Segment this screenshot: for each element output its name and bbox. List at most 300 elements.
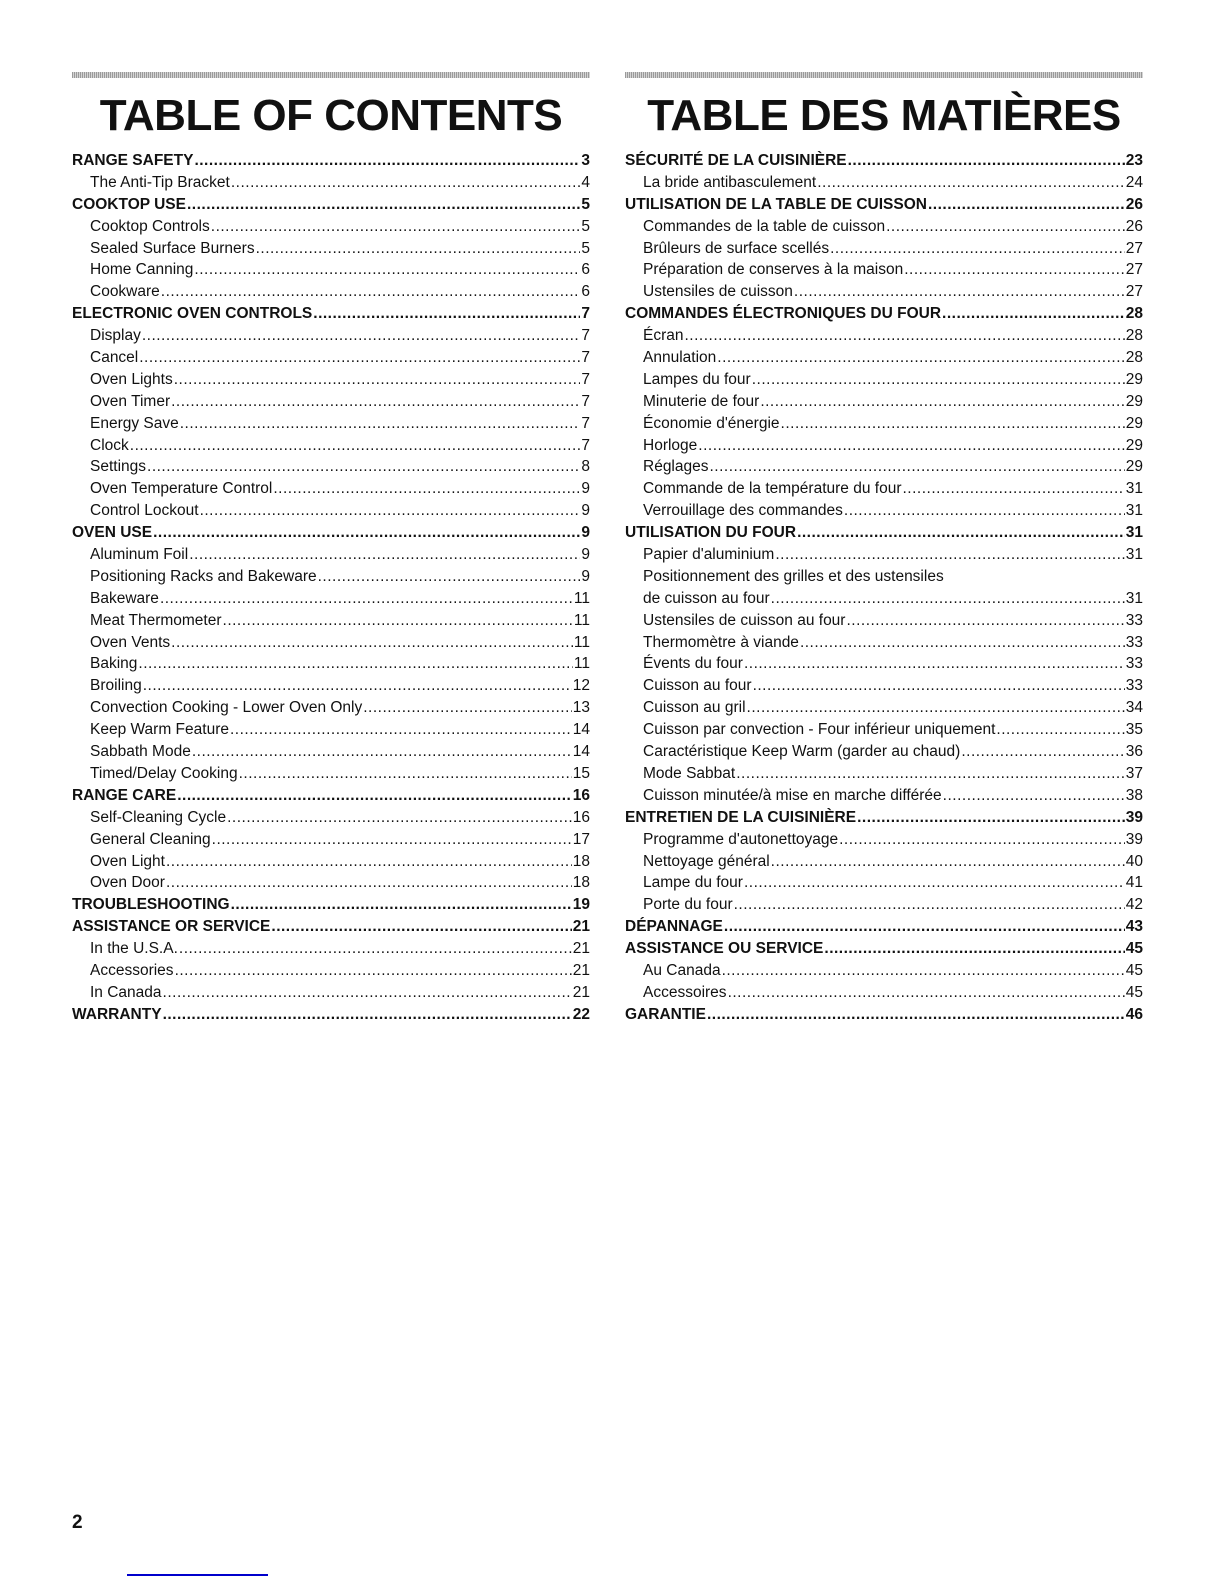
entry-label: In the U.S.A. [90,940,178,958]
dot-leader [194,150,580,172]
entry-label: Oven Vents [90,633,171,651]
entry-page-number: 45 [1125,961,1143,979]
entry-label: Cuisson par convection - Four inférieur uniquement [643,721,996,739]
entry-label: La bride antibasculement [643,173,817,191]
toc-english [72,72,590,1026]
entry-page-number: 7 [581,436,590,454]
dot-leader [722,960,1125,982]
toc-subentry[interactable] [625,588,1143,610]
footer-line [127,1574,268,1576]
entry-label: Cooktop Controls [90,217,210,235]
entry-label: Commande de la température du four [643,480,902,498]
dot-leader [771,851,1125,873]
toc-subentry[interactable] [625,172,1143,194]
entry-page-number: 41 [1125,874,1143,892]
entry-label: ASSISTANCE OR SERVICE [72,918,271,936]
entry-label: Oven Lights [90,370,173,388]
toc-subentry[interactable] [625,675,1143,697]
dot-leader [942,303,1125,325]
toc-subentry[interactable] [72,435,590,457]
entry-page-number: 22 [572,1005,590,1023]
dot-leader [747,697,1125,719]
toc-section-entry[interactable] [72,1004,590,1026]
entry-page-number: 12 [572,677,590,695]
dot-leader [904,259,1125,281]
entry-label: de cuisson au four [643,589,770,607]
entry-label: Oven Light [90,852,165,870]
toc-subentry[interactable] [625,325,1143,347]
entry-label: COOKTOP USE [72,195,186,213]
entry-page-number: 7 [581,327,590,345]
toc-section-entry[interactable] [625,938,1143,960]
toc-section-entry[interactable] [72,150,590,172]
dot-leader [902,478,1124,500]
entry-page-number: 8 [581,458,590,476]
dot-leader [161,281,581,303]
dot-leader [844,500,1125,522]
toc-subentry[interactable] [625,281,1143,303]
entry-label: The Anti-Tip Bracket [90,173,230,191]
entry-page-number: 29 [1125,436,1143,454]
dot-leader [166,872,572,894]
toc-subentry[interactable] [72,413,590,435]
toc-subentry[interactable] [72,763,590,785]
toc-subentry[interactable] [72,391,590,413]
entry-label: RANGE SAFETY [72,152,194,169]
toc-subentry[interactable] [625,216,1143,238]
toc-section-entry[interactable] [72,894,590,916]
entry-page-number: 19 [572,896,590,914]
toc-section-entry[interactable] [625,1004,1143,1026]
toc-subentry[interactable] [625,610,1143,632]
dot-leader [187,194,580,216]
toc-subentry[interactable] [72,960,590,982]
toc-subentry[interactable] [72,938,590,960]
entry-page-number: 5 [581,195,590,213]
entry-page-number: 7 [581,370,590,388]
dot-leader [271,916,571,938]
entry-label: Oven Door [90,874,165,892]
dot-leader [886,216,1125,238]
dot-leader [996,719,1124,741]
dot-leader [744,872,1125,894]
toc-subentry[interactable] [625,259,1143,281]
entry-label: Bakeware [90,589,159,607]
dot-leader [239,763,572,785]
toc-subentry[interactable] [72,238,590,260]
entry-page-number: 16 [572,808,590,826]
dot-leader [223,610,573,632]
dot-leader [797,522,1125,544]
entry-page-number: 29 [1125,414,1143,432]
entry-page-number: 21 [572,940,590,958]
entry-page-number: 38 [1125,786,1143,804]
toc-subentry[interactable] [625,960,1143,982]
entry-label: Meat Thermometer [90,611,222,629]
toc-subentry[interactable] [625,544,1143,566]
dot-leader [175,960,572,982]
dot-leader [760,391,1124,413]
dot-leader [177,785,572,807]
entry-label: Préparation de conserves à la maison [643,261,904,279]
entry-page-number: 21 [572,983,590,1001]
entry-label: General Cleaning [90,830,211,848]
entry-page-number: 11 [573,611,590,629]
toc-section-entry[interactable] [625,916,1143,938]
page-number: 2 [72,1512,83,1533]
toc-subentry[interactable] [625,653,1143,675]
entry-page-number: 31 [1125,546,1143,564]
dot-leader [781,413,1125,435]
dot-leader [153,522,580,544]
entry-label: Papier d'aluminium [643,546,775,564]
dot-leader [179,938,572,960]
dot-leader [230,719,572,741]
dot-leader [830,238,1125,260]
entry-page-number: 39 [1125,808,1143,826]
entry-label: Oven Temperature Control [90,480,273,498]
entry-label: Cuisson minutée/à mise en marche différée [643,786,942,804]
toc-subentry[interactable] [72,566,590,588]
entry-label: Control Lockout [90,502,199,520]
entry-label: Home Canning [90,261,194,279]
toc-section-entry[interactable] [72,522,590,544]
toc-subentry[interactable] [72,719,590,741]
dot-leader [775,544,1124,566]
entry-page-number: 34 [1125,699,1143,717]
entry-label: Cuisson au four [643,677,752,695]
entry-label: In Canada [90,983,162,1001]
entry-page-number: 28 [1125,305,1143,323]
toc-subentry[interactable] [625,741,1143,763]
toc-subentry[interactable] [72,653,590,675]
toc-subentry[interactable] [625,719,1143,741]
entry-label: Écran [643,327,684,345]
entry-page-number: 11 [573,589,590,607]
entry-label: Ustensiles de cuisson [643,283,793,301]
entry-page-number: 7 [581,392,590,410]
toc-subentry[interactable] [72,807,590,829]
entry-page-number: 31 [1125,502,1143,520]
entry-page-number: 17 [572,830,590,848]
toc-subentry[interactable] [625,829,1143,851]
entry-label: Réglages [643,458,709,476]
dot-leader [734,894,1125,916]
entry-label: Sabbath Mode [90,743,191,761]
entry-label: Annulation [643,349,717,367]
entry-label: Verrouillage des commandes [643,502,843,520]
entry-label: Économie d'énergie [643,414,780,432]
dot-leader [744,653,1125,675]
entry-label: Aluminum Foil [90,546,189,564]
entry-label: GARANTIE [625,1005,706,1023]
entry-label: Self-Cleaning Cycle [90,808,227,826]
toc-section-entry[interactable] [625,194,1143,216]
dot-leader [685,325,1125,347]
toc-subentry[interactable] [72,829,590,851]
dot-leader [800,632,1125,654]
dot-leader [171,391,580,413]
toc-subentry[interactable] [72,456,590,478]
entry-page-number: 6 [581,283,590,301]
toc-title: TABLE DES MATIÈRES [647,91,1121,140]
toc-subentry[interactable] [72,697,590,719]
header-rule [625,72,1143,78]
toc-subentry[interactable] [625,478,1143,500]
dot-leader [710,456,1125,478]
entry-page-number: 9 [581,502,590,520]
toc-subentry[interactable] [72,500,590,522]
header-rule [72,72,590,78]
entry-page-number: 7 [581,414,590,432]
entry-label: Brûleurs de surface scellés [643,239,830,257]
entry-page-number: 3 [581,152,590,169]
entry-label: Convection Cooking - Lower Oven Only [90,699,363,717]
entry-label: Horloge [643,436,698,454]
dot-leader [130,435,581,457]
dot-leader [318,566,581,588]
entry-label: Keep Warm Feature [90,721,229,739]
entry-page-number: 43 [1125,918,1143,936]
dot-leader [180,413,581,435]
entry-label: Nettoyage général [643,852,770,870]
entry-label: Clock [90,436,129,454]
toc-subentry[interactable] [72,851,590,873]
entry-label: Caractéristique Keep Warm (garder au chaud) [643,743,961,761]
toc-subentry[interactable] [625,763,1143,785]
entry-page-number: 18 [572,874,590,892]
toc-subentry[interactable] [72,172,590,194]
dot-leader [707,1004,1125,1026]
dot-leader [139,347,580,369]
entry-label: Lampes du four [643,370,751,388]
toc-section-entry[interactable] [72,303,590,325]
toc-subentry[interactable] [72,632,590,654]
toc-subentry[interactable] [625,456,1143,478]
entry-page-number: 39 [1125,830,1143,848]
toc-subentry[interactable] [72,259,590,281]
toc-subentry[interactable] [625,391,1143,413]
entry-page-number: 21 [572,918,590,936]
entry-label: Évents du four [643,655,743,673]
toc-subentry[interactable] [72,872,590,894]
entry-page-number: 31 [1125,524,1143,542]
entry-label: SÉCURITÉ DE LA CUISINIÈRE [625,152,847,169]
dot-leader [147,456,580,478]
entry-page-number: 5 [581,217,590,235]
entry-page-number: 29 [1125,370,1143,388]
entry-label: Baking [90,655,138,673]
entry-page-number: 26 [1125,217,1143,235]
toc-subentry[interactable] [625,851,1143,873]
entry-label: UTILISATION DU FOUR [625,524,797,542]
dot-leader [160,588,573,610]
entry-page-number: 16 [572,786,590,804]
toc-section-entry[interactable] [625,150,1143,172]
entry-label: Cancel [90,349,139,367]
entry-page-number: 37 [1125,764,1143,782]
dot-leader [211,216,581,238]
entry-page-number: 27 [1125,283,1143,301]
dot-leader [212,829,572,851]
dot-leader [163,982,572,1004]
entry-label: Positionnement des grilles et des ustensiles [643,567,944,585]
toc-subentry[interactable] [625,697,1143,719]
entry-page-number: 11 [573,633,590,651]
entry-label: Cuisson au gril [643,699,746,717]
dot-leader [256,238,581,260]
toc-section-entry[interactable] [625,807,1143,829]
toc-subentry[interactable] [625,872,1143,894]
toc-section-entry[interactable] [72,194,590,216]
dot-leader [192,741,572,763]
entry-label: Minuterie de four [643,392,760,410]
entry-page-number: 28 [1125,327,1143,345]
toc-subentry[interactable] [625,500,1143,522]
entry-label: TROUBLESHOOTING [72,896,230,914]
entry-page-number: 42 [1125,896,1143,914]
toc-subentry[interactable] [72,325,590,347]
entry-page-number: 6 [581,261,590,279]
toc-subentry[interactable] [625,785,1143,807]
toc-subentry[interactable] [625,238,1143,260]
entry-page-number: 26 [1125,195,1143,213]
entry-page-number: 31 [1125,589,1143,607]
entry-page-number: 40 [1125,852,1143,870]
toc-subentry[interactable] [72,216,590,238]
entry-page-number: 46 [1125,1005,1143,1023]
entry-page-number: 45 [1125,983,1143,1001]
entry-page-number: 9 [581,567,590,585]
toc-subentry[interactable] [625,894,1143,916]
dot-leader [143,675,572,697]
dot-leader [736,763,1125,785]
toc-subentry[interactable] [625,413,1143,435]
toc-subentry[interactable] [72,478,590,500]
entry-label: RANGE CARE [72,786,177,804]
dot-leader [138,653,573,675]
toc-section-entry[interactable] [625,522,1143,544]
dot-leader [698,435,1124,457]
dot-leader [174,369,581,391]
toc-list [625,150,1143,1026]
toc-subentry[interactable] [72,588,590,610]
dot-leader [231,172,581,194]
entry-label: Commandes de la table de cuisson [643,217,886,235]
toc-subentry[interactable] [72,610,590,632]
toc-subentry[interactable] [625,369,1143,391]
toc-subentry[interactable] [625,632,1143,654]
dot-leader [163,1004,572,1026]
toc-title: TABLE OF CONTENTS [99,91,563,140]
entry-page-number: 28 [1125,349,1143,367]
dot-leader [194,259,580,281]
toc-subentry[interactable] [72,281,590,303]
toc-subentry[interactable] [72,982,590,1004]
dot-leader [928,194,1125,216]
entry-label: Settings [90,458,147,476]
dot-leader [171,632,573,654]
toc-subentry[interactable] [72,741,590,763]
toc-section-entry[interactable] [72,785,590,807]
toc-list [72,150,590,1026]
entry-label: Porte du four [643,896,733,914]
dot-leader [142,325,581,347]
entry-label: WARRANTY [72,1005,162,1023]
entry-label: Ustensiles de cuisson au four [643,611,846,629]
entry-page-number: 29 [1125,392,1143,410]
entry-page-number: 7 [581,349,590,367]
dot-leader [817,172,1125,194]
toc-subentry[interactable] [72,544,590,566]
toc-subentry[interactable] [625,347,1143,369]
entry-label: OVEN USE [72,524,153,542]
entry-page-number: 33 [1125,655,1143,673]
dot-leader [728,982,1125,1004]
toc-subentry[interactable] [72,347,590,369]
toc-subentry[interactable] [625,982,1143,1004]
toc-section-entry[interactable] [72,916,590,938]
dot-leader [752,369,1125,391]
entry-label: Positioning Racks and Bakeware [90,567,317,585]
toc-subentry[interactable] [625,566,1143,588]
toc-french [625,72,1143,1026]
entry-page-number: 33 [1125,633,1143,651]
entry-page-number: 27 [1125,261,1143,279]
entry-label: Accessories [90,961,174,979]
dot-leader [846,610,1124,632]
entry-page-number: 35 [1125,721,1143,739]
entry-label: ASSISTANCE OU SERVICE [625,940,824,958]
toc-subentry[interactable] [72,369,590,391]
entry-page-number: 15 [572,764,590,782]
entry-page-number: 9 [581,546,590,564]
dot-leader [943,785,1125,807]
entry-label: Accessoires [643,983,727,1001]
entry-label: Lampe du four [643,874,743,892]
dot-leader [717,347,1124,369]
entry-page-number: 31 [1125,480,1143,498]
dot-leader [166,851,572,873]
dot-leader [231,894,572,916]
dot-leader [363,697,572,719]
entry-page-number: 21 [572,961,590,979]
entry-page-number: 14 [572,743,590,761]
entry-page-number: 45 [1125,940,1143,958]
toc-section-entry[interactable] [625,303,1143,325]
entry-page-number: 5 [581,239,590,257]
dot-leader [848,150,1125,172]
toc-subentry[interactable] [72,675,590,697]
entry-label: Mode Sabbat [643,764,736,782]
entry-page-number: 18 [572,852,590,870]
entry-page-number: 24 [1125,173,1143,191]
entry-page-number: 27 [1125,239,1143,257]
toc-subentry[interactable] [625,435,1143,457]
dot-leader [200,500,581,522]
dot-leader [753,675,1125,697]
entry-page-number: 13 [572,699,590,717]
entry-page-number: 29 [1125,458,1143,476]
dot-leader [794,281,1125,303]
entry-label: COMMANDES ÉLECTRONIQUES DU FOUR [625,305,942,323]
entry-label: Sealed Surface Burners [90,239,255,257]
dot-leader [313,303,580,325]
entry-page-number: 36 [1125,743,1143,761]
dot-leader [771,588,1125,610]
entry-page-number: 33 [1125,611,1143,629]
dot-leader [824,938,1124,960]
